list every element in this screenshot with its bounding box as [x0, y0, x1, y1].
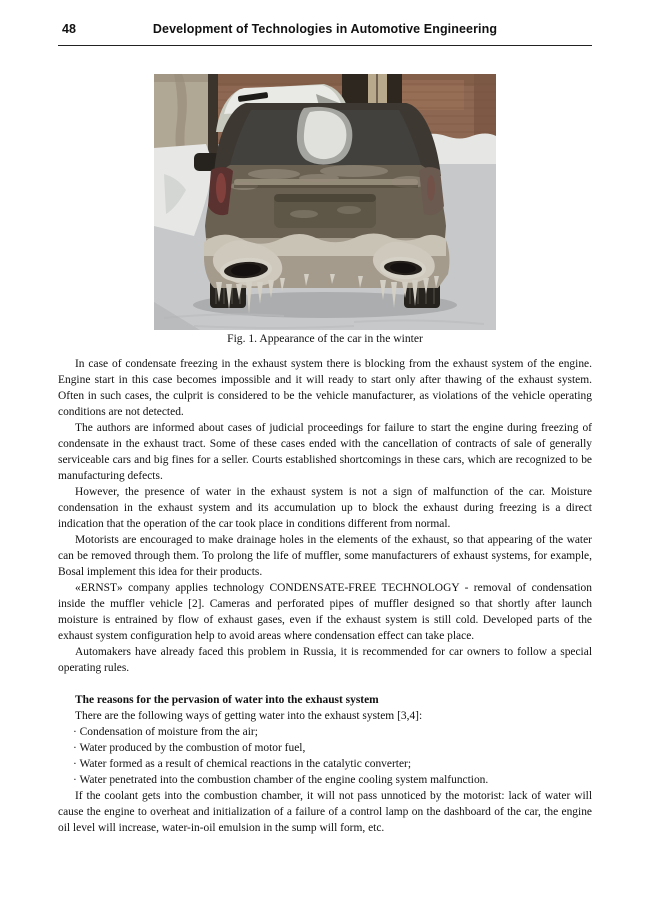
body-paragraph: «ERNST» company applies technology CONDENSATE-FREE TECHNOLOGY - removal of condensation inside the muffler vehicle [2]. Cameras and perforated pipes of muffler designed so that shortly after launch moisture is entrained by flow of exhaust gases, even if the exhaust system is still cold. Developed parts of the exhaust system configuration help to avoid areas where condensation effect can take place. — [58, 582, 592, 642]
bullet-item: · Water produced by the combustion of motor fuel, — [73, 742, 306, 754]
body-paragraph: Motorists are encouraged to make drainage holes in the elements of the exhaust, so that appearing of the water can be removed through them. To prolong the life of muffler, some manufacturers of exhaust systems, for example, Bosal implement this idea for their products. — [58, 534, 592, 578]
body-paragraph: However, the presence of water in the exhaust system is not a sign of malfunction of the car. Moisture condensation in the exhaust system and its accumulation up to block the exhaust during freezing is a direct indication that the operation of the car took place in conditions different from normal. — [58, 486, 592, 530]
body-paragraph: The authors are informed about cases of judicial proceedings for failure to start the engine during freezing of condensate in the exhaust tract. Some of these cases ended with the cancellation of contracts of sale of generally serviceable cars and big fines for a seller. Courts established shortcomings in these cars, which are recognized to be manufacturing defects. — [58, 422, 592, 482]
article-body — [58, 356, 592, 836]
figure-caption: Fig. 1. Appearance of the car in the winter — [227, 332, 423, 345]
trunk-lip — [234, 179, 418, 185]
section-intro: There are the following ways of getting water into the exhaust system [3,4]: — [75, 710, 423, 722]
section-heading: The reasons for the pervasion of water into the exhaust system — [75, 694, 379, 706]
bullet-item: · Water formed as a result of chemical reactions in the catalytic converter; — [73, 758, 412, 770]
bullet-item: · Water penetrated into the combustion chamber of the engine cooling system malfunction. — [73, 774, 489, 786]
winter-car-photo — [154, 74, 496, 330]
figure — [58, 74, 592, 347]
window-frost-patch — [297, 107, 352, 165]
page-header — [58, 22, 592, 46]
license-recess — [274, 194, 376, 228]
closing-paragraph: If the coolant gets into the combustion chamber, it will not pass unnoticed by the motorist: lack of water will cause the engine to overheat and initialization of a failure of a control lamp on the dashboard of the car, the engine oil level will increase, water-in-oil emulsion in the sump will form, etc. — [58, 790, 592, 834]
page-number: 48 — [62, 22, 76, 36]
bullet-item: · Condensation of moisture from the air; — [73, 726, 258, 738]
body-paragraph: Automakers have already faced this problem in Russia, it is recommended for car owners to follow a special operating rules. — [58, 646, 592, 674]
header-title: Development of Technologies in Automotive Engineering — [152, 22, 498, 36]
body-paragraph: In case of condensate freezing in the exhaust system there is blocking from the exhaust system of the engine. Engine start in this case becomes impossible and it will ready to start only after thawing of the exhaust system. Often in such cases, the culprit is considered to be the vehicle manufacturer, as violations of the vehicle operating conditions are not detected. — [58, 358, 592, 418]
main-car — [193, 92, 457, 318]
